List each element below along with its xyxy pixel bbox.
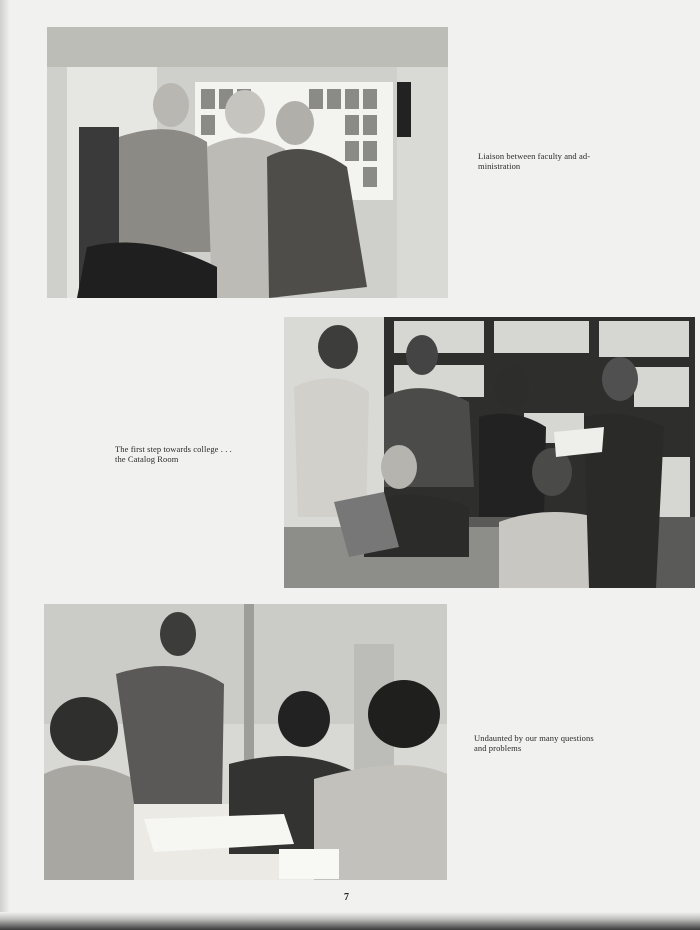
photo-faculty-administration [47,27,448,298]
photo-catalog-room [284,317,695,588]
caption-faculty-liaison [478,151,628,171]
caption-questions-line-2: and problems [474,743,522,753]
photo-faculty-administration-image [47,27,448,298]
page-bottom-edge [0,912,700,930]
caption-catalog-room-line-1: The first step towards college . . . [115,444,232,454]
photo-questions-and-problems [44,604,447,880]
photo-questions-and-problems-image [44,604,447,880]
page-binding-shadow [0,0,10,930]
photo-catalog-room-image [284,317,695,588]
caption-questions [474,733,634,753]
caption-faculty-liaison-line-2: ministration [478,161,521,171]
caption-faculty-liaison-line-1: Liaison between faculty and ad- [478,151,591,161]
caption-catalog-room-line-2: the Catalog Room [115,454,179,464]
caption-questions-line-1: Undaunted by our many questions [474,733,594,743]
caption-catalog-room [115,444,275,464]
page-number: 7 [344,892,349,903]
